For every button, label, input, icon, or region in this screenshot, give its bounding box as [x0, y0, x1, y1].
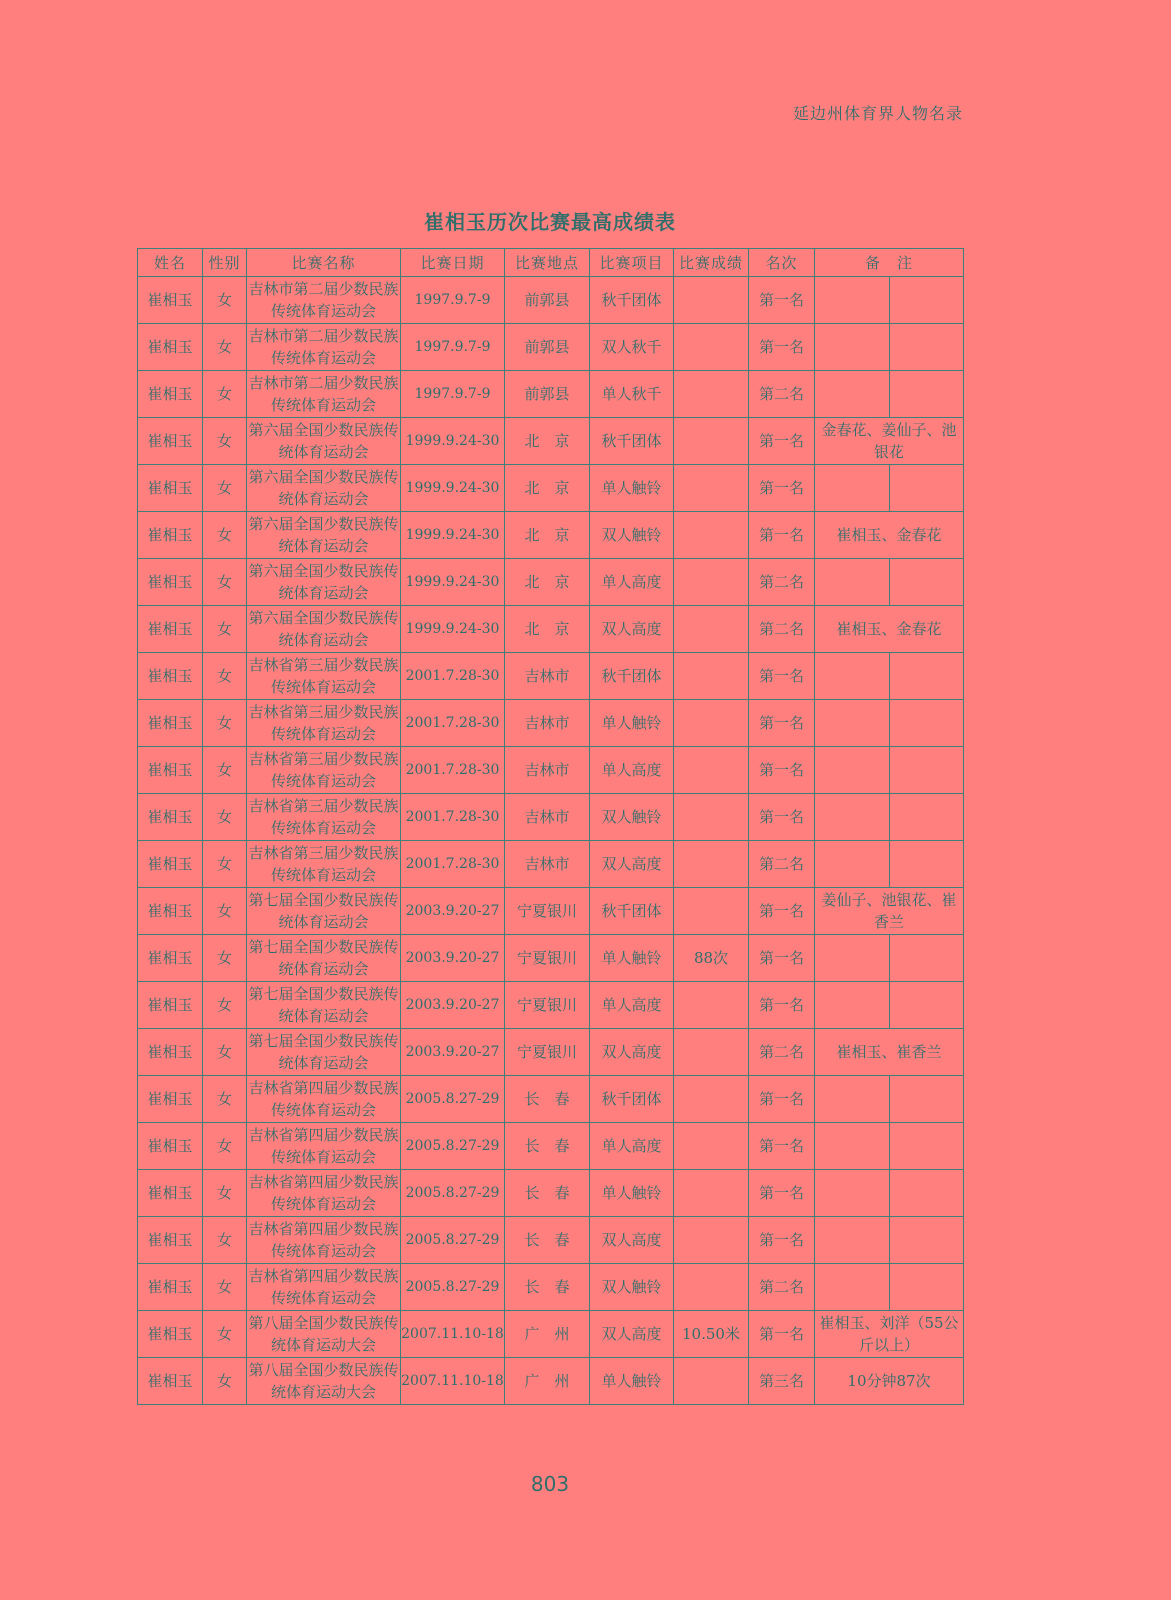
cell-item: 双人触铃 — [590, 1264, 674, 1311]
col-header-sex: 性别 — [203, 249, 247, 277]
cell-item: 秋千团体 — [590, 418, 674, 465]
note-split-cells — [815, 700, 963, 746]
cell-name: 崔相玉 — [138, 1076, 203, 1123]
cell-item: 双人高度 — [590, 606, 674, 653]
cell-item: 秋千团体 — [590, 277, 674, 324]
cell-place: 长 春 — [505, 1076, 590, 1123]
cell-place: 吉林市 — [505, 747, 590, 794]
cell-note — [815, 982, 964, 1029]
cell-sex: 女 — [203, 1076, 247, 1123]
cell-rank: 第一名 — [749, 794, 815, 841]
cell-note: 崔相玉、金春花 — [815, 512, 964, 559]
cell-place: 北 京 — [505, 512, 590, 559]
cell-event: 第六届全国少数民族传统体育运动会 — [247, 465, 401, 512]
cell-sex: 女 — [203, 935, 247, 982]
cell-rank: 第一名 — [749, 935, 815, 982]
cell-result — [674, 1217, 749, 1264]
cell-result — [674, 653, 749, 700]
cell-sex: 女 — [203, 982, 247, 1029]
cell-place: 宁夏银川 — [505, 935, 590, 982]
col-header-name: 姓名 — [138, 249, 203, 277]
cell-rank: 第一名 — [749, 1170, 815, 1217]
cell-result — [674, 606, 749, 653]
col-header-note: 备 注 — [815, 249, 964, 277]
cell-item: 单人触铃 — [590, 935, 674, 982]
note-split-cells — [815, 1217, 963, 1263]
cell-event: 吉林省第三届少数民族传统体育运动会 — [247, 794, 401, 841]
note-split-cells — [815, 559, 963, 605]
cell-note — [815, 324, 964, 371]
cell-sex: 女 — [203, 371, 247, 418]
cell-sex: 女 — [203, 1170, 247, 1217]
cell-event: 吉林省第三届少数民族传统体育运动会 — [247, 700, 401, 747]
cell-place: 广 州 — [505, 1358, 590, 1405]
cell-place: 前郭县 — [505, 371, 590, 418]
table-row — [138, 1076, 964, 1123]
table-row — [138, 794, 964, 841]
cell-sex: 女 — [203, 747, 247, 794]
cell-place: 前郭县 — [505, 277, 590, 324]
note-split-cells — [815, 1264, 963, 1310]
cell-name: 崔相玉 — [138, 465, 203, 512]
cell-sex: 女 — [203, 1123, 247, 1170]
table-row — [138, 888, 964, 935]
cell-place: 北 京 — [505, 606, 590, 653]
cell-event: 第六届全国少数民族传统体育运动会 — [247, 512, 401, 559]
cell-name: 崔相玉 — [138, 559, 203, 606]
cell-rank: 第一名 — [749, 888, 815, 935]
cell-sex: 女 — [203, 277, 247, 324]
cell-sex: 女 — [203, 888, 247, 935]
cell-name: 崔相玉 — [138, 418, 203, 465]
cell-item: 双人秋千 — [590, 324, 674, 371]
cell-sex: 女 — [203, 1311, 247, 1358]
cell-result — [674, 888, 749, 935]
cell-note: 金春花、姜仙子、池银花 — [815, 418, 964, 465]
note-split-cells — [815, 747, 963, 793]
cell-name: 崔相玉 — [138, 888, 203, 935]
cell-rank: 第一名 — [749, 418, 815, 465]
col-header-rank: 名次 — [749, 249, 815, 277]
table-row — [138, 277, 964, 324]
cell-result — [674, 700, 749, 747]
table-row — [138, 1123, 964, 1170]
cell-event: 吉林省第三届少数民族传统体育运动会 — [247, 653, 401, 700]
cell-name: 崔相玉 — [138, 841, 203, 888]
cell-date: 2001.7.28-30 — [401, 700, 505, 747]
cell-rank: 第一名 — [749, 747, 815, 794]
cell-date: 1999.9.24-30 — [401, 606, 505, 653]
cell-date: 2005.8.27-29 — [401, 1076, 505, 1123]
cell-place: 北 京 — [505, 418, 590, 465]
cell-date: 2001.7.28-30 — [401, 653, 505, 700]
cell-result — [674, 277, 749, 324]
cell-result — [674, 794, 749, 841]
cell-date: 2005.8.27-29 — [401, 1170, 505, 1217]
cell-event: 吉林省第四届少数民族传统体育运动会 — [247, 1264, 401, 1311]
cell-sex: 女 — [203, 700, 247, 747]
cell-result — [674, 512, 749, 559]
cell-result — [674, 1170, 749, 1217]
cell-note — [815, 794, 964, 841]
cell-note — [815, 1076, 964, 1123]
cell-item: 单人触铃 — [590, 700, 674, 747]
cell-place: 长 春 — [505, 1217, 590, 1264]
cell-rank: 第一名 — [749, 1217, 815, 1264]
table-row — [138, 1264, 964, 1311]
cell-name: 崔相玉 — [138, 1264, 203, 1311]
note-split-cells — [815, 277, 963, 323]
cell-place: 宁夏银川 — [505, 982, 590, 1029]
cell-name: 崔相玉 — [138, 747, 203, 794]
col-header-date: 比赛日期 — [401, 249, 505, 277]
running-header: 延边州体育界人物名录 — [792, 104, 963, 123]
cell-name: 崔相玉 — [138, 371, 203, 418]
cell-note — [815, 841, 964, 888]
cell-result: 10.50米 — [674, 1311, 749, 1358]
table-row — [138, 700, 964, 747]
cell-note: 崔相玉、金春花 — [815, 606, 964, 653]
cell-item: 双人高度 — [590, 1029, 674, 1076]
cell-item: 单人高度 — [590, 559, 674, 606]
cell-result — [674, 1123, 749, 1170]
note-split-cells — [815, 371, 963, 417]
cell-note — [815, 559, 964, 606]
cell-place: 前郭县 — [505, 324, 590, 371]
cell-rank: 第二名 — [749, 841, 815, 888]
cell-item: 双人高度 — [590, 841, 674, 888]
cell-result — [674, 418, 749, 465]
table-row — [138, 982, 964, 1029]
cell-name: 崔相玉 — [138, 606, 203, 653]
cell-date: 1999.9.24-30 — [401, 418, 505, 465]
cell-name: 崔相玉 — [138, 512, 203, 559]
cell-item: 单人触铃 — [590, 1358, 674, 1405]
cell-name: 崔相玉 — [138, 277, 203, 324]
cell-item: 秋千团体 — [590, 653, 674, 700]
cell-date: 1999.9.24-30 — [401, 559, 505, 606]
cell-place: 长 春 — [505, 1264, 590, 1311]
note-split-cells — [815, 1123, 963, 1169]
cell-event: 吉林市第二届少数民族传统体育运动会 — [247, 371, 401, 418]
cell-date: 2005.8.27-29 — [401, 1123, 505, 1170]
cell-note — [815, 935, 964, 982]
cell-rank: 第二名 — [749, 1264, 815, 1311]
cell-item: 单人高度 — [590, 747, 674, 794]
cell-rank: 第一名 — [749, 465, 815, 512]
cell-name: 崔相玉 — [138, 700, 203, 747]
cell-rank: 第一名 — [749, 700, 815, 747]
cell-note — [815, 1264, 964, 1311]
cell-rank: 第一名 — [749, 277, 815, 324]
cell-item: 单人触铃 — [590, 1170, 674, 1217]
note-split-cells — [815, 324, 963, 370]
cell-name: 崔相玉 — [138, 324, 203, 371]
cell-rank: 第二名 — [749, 1029, 815, 1076]
table-row — [138, 418, 964, 465]
table-row — [138, 1029, 964, 1076]
cell-date: 2003.9.20-27 — [401, 935, 505, 982]
cell-name: 崔相玉 — [138, 1358, 203, 1405]
cell-item: 秋千团体 — [590, 888, 674, 935]
cell-name: 崔相玉 — [138, 1029, 203, 1076]
cell-sex: 女 — [203, 1264, 247, 1311]
cell-event: 吉林省第四届少数民族传统体育运动会 — [247, 1217, 401, 1264]
cell-item: 单人秋千 — [590, 371, 674, 418]
cell-name: 崔相玉 — [138, 1311, 203, 1358]
cell-date: 2001.7.28-30 — [401, 794, 505, 841]
note-split-cells — [815, 1076, 963, 1122]
cell-item: 单人高度 — [590, 1123, 674, 1170]
table-row — [138, 559, 964, 606]
cell-event: 第八届全国少数民族传统体育运动大会 — [247, 1358, 401, 1405]
cell-note: 崔相玉、刘洋（55公斤以上） — [815, 1311, 964, 1358]
cell-event: 第七届全国少数民族传统体育运动会 — [247, 982, 401, 1029]
cell-sex: 女 — [203, 418, 247, 465]
cell-place: 北 京 — [505, 465, 590, 512]
cell-sex: 女 — [203, 841, 247, 888]
cell-date: 2005.8.27-29 — [401, 1264, 505, 1311]
table-row — [138, 747, 964, 794]
cell-note — [815, 1217, 964, 1264]
note-split-cells — [815, 653, 963, 699]
cell-result — [674, 324, 749, 371]
cell-sex: 女 — [203, 324, 247, 371]
cell-rank: 第二名 — [749, 606, 815, 653]
cell-sex: 女 — [203, 465, 247, 512]
table-row — [138, 653, 964, 700]
cell-rank: 第二名 — [749, 371, 815, 418]
cell-note: 10分钟87次 — [815, 1358, 964, 1405]
header-row — [138, 249, 964, 277]
cell-note — [815, 747, 964, 794]
table-row — [138, 935, 964, 982]
cell-note — [815, 1123, 964, 1170]
table-row — [138, 512, 964, 559]
cell-date: 2001.7.28-30 — [401, 841, 505, 888]
cell-date: 1999.9.24-30 — [401, 465, 505, 512]
cell-item: 单人触铃 — [590, 465, 674, 512]
cell-date: 1999.9.24-30 — [401, 512, 505, 559]
cell-note — [815, 277, 964, 324]
cell-sex: 女 — [203, 559, 247, 606]
cell-sex: 女 — [203, 606, 247, 653]
note-split-cells — [815, 982, 963, 1028]
cell-place: 宁夏银川 — [505, 888, 590, 935]
cell-rank: 第一名 — [749, 982, 815, 1029]
note-split-cells — [815, 794, 963, 840]
cell-sex: 女 — [203, 794, 247, 841]
cell-name: 崔相玉 — [138, 1123, 203, 1170]
cell-note — [815, 371, 964, 418]
cell-date: 1997.9.7-9 — [401, 277, 505, 324]
cell-date: 1997.9.7-9 — [401, 371, 505, 418]
cell-name: 崔相玉 — [138, 1170, 203, 1217]
cell-item: 单人高度 — [590, 982, 674, 1029]
cell-result — [674, 465, 749, 512]
cell-note: 姜仙子、池银花、崔香兰 — [815, 888, 964, 935]
cell-date: 2003.9.20-27 — [401, 982, 505, 1029]
table-row — [138, 606, 964, 653]
cell-rank: 第二名 — [749, 559, 815, 606]
cell-event: 第七届全国少数民族传统体育运动会 — [247, 935, 401, 982]
cell-sex: 女 — [203, 1358, 247, 1405]
cell-event: 吉林省第四届少数民族传统体育运动会 — [247, 1170, 401, 1217]
cell-place: 宁夏银川 — [505, 1029, 590, 1076]
cell-result: 88次 — [674, 935, 749, 982]
cell-event: 吉林省第三届少数民族传统体育运动会 — [247, 747, 401, 794]
cell-note — [815, 700, 964, 747]
cell-result — [674, 371, 749, 418]
cell-event: 吉林市第二届少数民族传统体育运动会 — [247, 277, 401, 324]
cell-note: 崔相玉、崔香兰 — [815, 1029, 964, 1076]
cell-name: 崔相玉 — [138, 653, 203, 700]
note-split-cells — [815, 465, 963, 511]
cell-item: 双人触铃 — [590, 512, 674, 559]
cell-result — [674, 559, 749, 606]
cell-event: 吉林省第四届少数民族传统体育运动会 — [247, 1076, 401, 1123]
page-number: 803 — [530, 1472, 570, 1496]
cell-rank: 第一名 — [749, 1311, 815, 1358]
cell-place: 吉林市 — [505, 700, 590, 747]
cell-sex: 女 — [203, 1217, 247, 1264]
note-split-cells — [815, 935, 963, 981]
cell-rank: 第一名 — [749, 1076, 815, 1123]
cell-place: 吉林市 — [505, 841, 590, 888]
col-header-result: 比赛成绩 — [674, 249, 749, 277]
cell-date: 2003.9.20-27 — [401, 1029, 505, 1076]
col-header-place: 比赛地点 — [505, 249, 590, 277]
cell-event: 第六届全国少数民族传统体育运动会 — [247, 418, 401, 465]
cell-sex: 女 — [203, 1029, 247, 1076]
table-row — [138, 1358, 964, 1405]
cell-event: 第六届全国少数民族传统体育运动会 — [247, 606, 401, 653]
note-split-cells — [815, 1170, 963, 1216]
cell-result — [674, 747, 749, 794]
cell-place: 广 州 — [505, 1311, 590, 1358]
cell-name: 崔相玉 — [138, 935, 203, 982]
table-row — [138, 841, 964, 888]
cell-place: 长 春 — [505, 1170, 590, 1217]
cell-item: 双人高度 — [590, 1311, 674, 1358]
cell-result — [674, 982, 749, 1029]
cell-event: 第七届全国少数民族传统体育运动会 — [247, 1029, 401, 1076]
table-row — [138, 324, 964, 371]
col-header-event: 比赛名称 — [247, 249, 401, 277]
cell-item: 秋千团体 — [590, 1076, 674, 1123]
table-row — [138, 1170, 964, 1217]
cell-result — [674, 1264, 749, 1311]
cell-result — [674, 841, 749, 888]
cell-date: 2007.11.10-18 — [401, 1358, 505, 1405]
results-table — [137, 248, 964, 1405]
cell-item: 双人高度 — [590, 1217, 674, 1264]
cell-date: 2005.8.27-29 — [401, 1217, 505, 1264]
cell-rank: 第一名 — [749, 324, 815, 371]
cell-place: 长 春 — [505, 1123, 590, 1170]
cell-place: 吉林市 — [505, 794, 590, 841]
cell-date: 2001.7.28-30 — [401, 747, 505, 794]
cell-name: 崔相玉 — [138, 982, 203, 1029]
cell-event: 第八届全国少数民族传统体育运动大会 — [247, 1311, 401, 1358]
cell-event: 第六届全国少数民族传统体育运动会 — [247, 559, 401, 606]
cell-event: 吉林市第二届少数民族传统体育运动会 — [247, 324, 401, 371]
cell-place: 吉林市 — [505, 653, 590, 700]
cell-note — [815, 653, 964, 700]
cell-rank: 第一名 — [749, 653, 815, 700]
table-row — [138, 1217, 964, 1264]
note-split-cells — [815, 841, 963, 887]
cell-place: 北 京 — [505, 559, 590, 606]
cell-date: 1997.9.7-9 — [401, 324, 505, 371]
cell-note — [815, 465, 964, 512]
cell-event: 第七届全国少数民族传统体育运动会 — [247, 888, 401, 935]
table-row — [138, 465, 964, 512]
cell-sex: 女 — [203, 653, 247, 700]
cell-result — [674, 1358, 749, 1405]
cell-item: 双人触铃 — [590, 794, 674, 841]
cell-event: 吉林省第三届少数民族传统体育运动会 — [247, 841, 401, 888]
cell-result — [674, 1076, 749, 1123]
col-header-item: 比赛项目 — [590, 249, 674, 277]
cell-event: 吉林省第四届少数民族传统体育运动会 — [247, 1123, 401, 1170]
cell-rank: 第一名 — [749, 1123, 815, 1170]
table-row — [138, 1311, 964, 1358]
cell-sex: 女 — [203, 512, 247, 559]
cell-rank: 第三名 — [749, 1358, 815, 1405]
cell-result — [674, 1029, 749, 1076]
cell-rank: 第一名 — [749, 512, 815, 559]
cell-name: 崔相玉 — [138, 1217, 203, 1264]
cell-date: 2003.9.20-27 — [401, 888, 505, 935]
table-title: 崔相玉历次比赛最高成绩表 — [424, 210, 676, 234]
cell-note — [815, 1170, 964, 1217]
table-row — [138, 371, 964, 418]
cell-date: 2007.11.10-18 — [401, 1311, 505, 1358]
cell-name: 崔相玉 — [138, 794, 203, 841]
